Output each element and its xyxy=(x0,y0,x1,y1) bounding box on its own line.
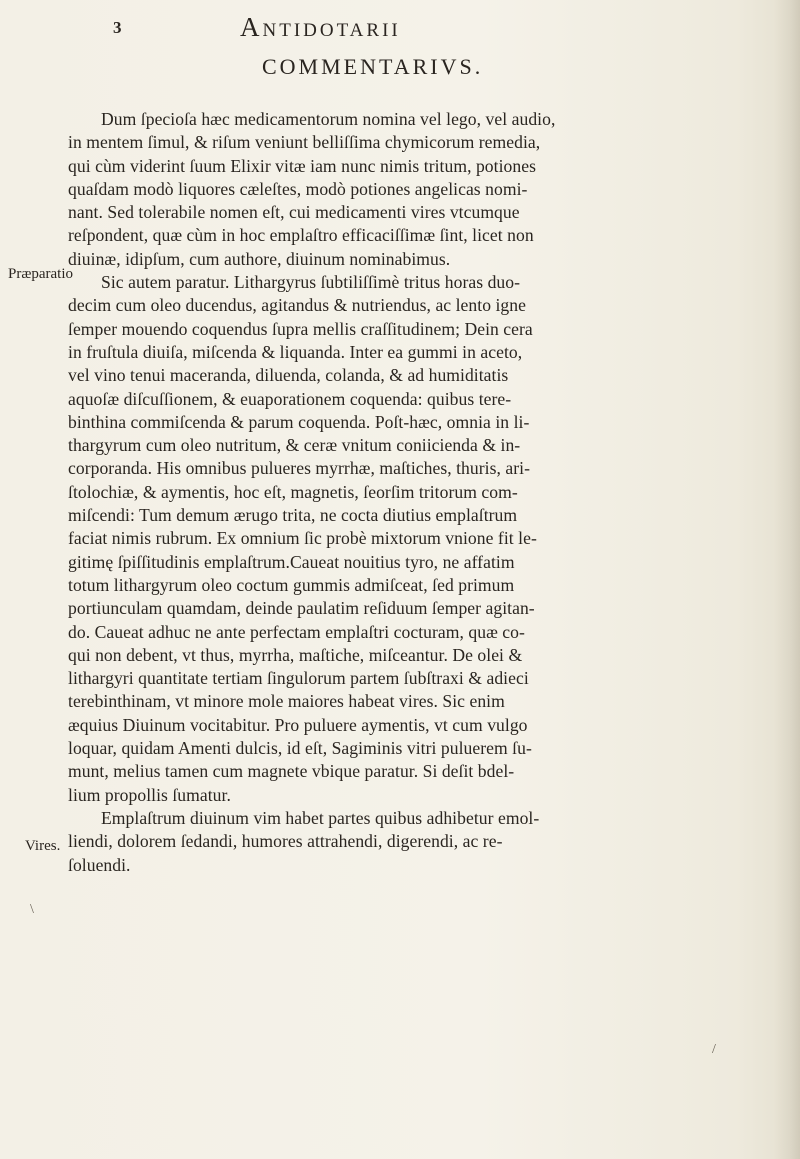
text-line: diuinæ, idipſum, cum authore, diuinum nominabimus. xyxy=(68,248,451,269)
page-edge-shadow xyxy=(774,0,800,1159)
text-line: aquoſæ diſcuſſionem, & euaporationem coquenda: quibus tere- xyxy=(68,388,512,409)
text-line: vel vino tenui maceranda, diluenda, colanda, & ad humiditatis xyxy=(68,365,509,386)
text-line: quaſdam modò liquores cæleſtes, modò potiones angelicas nomi- xyxy=(68,178,528,199)
text-line: in mentem ſimul, & riſum veniunt belliſſima chymicorum remedia, xyxy=(68,132,541,153)
text-line: reſpondent, quæ cùm in hoc emplaſtro efficaciſſimæ ſint, licet non xyxy=(68,225,534,246)
commentary-text xyxy=(68,108,708,877)
text-line: loquar, quidam Amenti dulcis, id eſt, Sagiminis vitri puluerem ſu- xyxy=(68,738,532,759)
text-line: faciat nimis rubrum. Ex omnium ſic probè mixtorum vnione fit le- xyxy=(68,528,537,549)
text-line: miſcendi: Tum demum ærugo trita, ne cocta diutius emplaſtrum xyxy=(68,505,518,526)
text-line: lium propollis ſumatur. xyxy=(68,784,231,805)
page-number: 3 xyxy=(113,18,122,37)
text-line: munt, melius tamen cum magnete vbique paratur. Si deſit bdel- xyxy=(68,761,515,782)
text-line: Sic autem paratur. Lithargyrus ſubtiliſſimè tritus horas duo- xyxy=(101,272,521,293)
text-line: æquius Diuinum vocitabitur. Pro puluere aymentis, vt cum vulgo xyxy=(68,714,528,735)
text-line: corporanda. His omnibus pulueres myrrhæ, maſtiches, thuris, ari- xyxy=(68,458,531,479)
text-line: portiunculam quamdam, deinde paulatim reſiduum ſemper agitan- xyxy=(68,598,535,619)
text-line: in fruſtula diuiſa, miſcenda & liquanda. Inter ea gummi in aceto, xyxy=(68,341,523,362)
text-line: decim cum oleo ducendus, agitandus & nutriendus, ac lento igne xyxy=(68,295,526,316)
text-line: qui non debent, vt thus, myrrha, maſtiche, miſceantur. De olei & xyxy=(68,644,523,665)
text-line: Dum ſpecioſa hæc medicamentorum nomina vel lego, vel audio, xyxy=(101,109,556,129)
stray-mark: \ xyxy=(30,902,34,917)
text-line: thargyrum cum oleo nutritum, & ceræ vnitum coniicienda & in- xyxy=(68,435,521,456)
text-line: ſemper mouendo coquendus ſupra mellis craſſitudinem; Dein cera xyxy=(68,318,533,339)
text-line: ſoluendi. xyxy=(68,854,131,875)
text-line: qui cùm viderint ſuum Elixir vitæ iam nunc nimis tritum, potiones xyxy=(68,155,536,176)
section-title: COMMENTARIVS. xyxy=(262,54,484,79)
text-line: Emplaſtrum diuinum vim habet partes quibus adhibetur emol- xyxy=(101,807,540,828)
text-line: totum lithargyrum oleo coctum gummis admiſceat, ſed primum xyxy=(68,574,515,595)
running-head: Antidotarii xyxy=(240,12,401,42)
text-line: binthina commiſcenda & parum coquenda. Poſt-hæc, omnia in li- xyxy=(68,411,530,432)
text-line: ſtolochiæ, & aymentis, hoc eſt, magnetis, ſeorſim tritorum com- xyxy=(68,481,518,502)
text-line: nant. Sed tolerabile nomen eſt, cui medicamenti vires vtcumque xyxy=(68,202,520,223)
text-line: gitimę ſpiſſitudinis emplaſtrum.Caueat nouitius tyro, ne affatim xyxy=(68,551,515,572)
text-line: lithargyri quantitate tertiam ſingulorum partem ſubſtraxi & adieci xyxy=(68,668,529,689)
text-line: terebinthinam, vt minore mole maiores habeat vires. Sic enim xyxy=(68,691,505,712)
margin-note-praeparatio: Præparatio xyxy=(8,266,73,282)
text-line: do. Caueat adhuc ne ante perfectam emplaſtri cocturam, quæ co- xyxy=(68,621,525,642)
stray-mark: / xyxy=(712,1042,716,1057)
text-line: liendi, dolorem ſedandi, humores attrahendi, digerendi, ac re- xyxy=(68,831,503,852)
margin-note-vires: Vires. xyxy=(25,838,61,854)
